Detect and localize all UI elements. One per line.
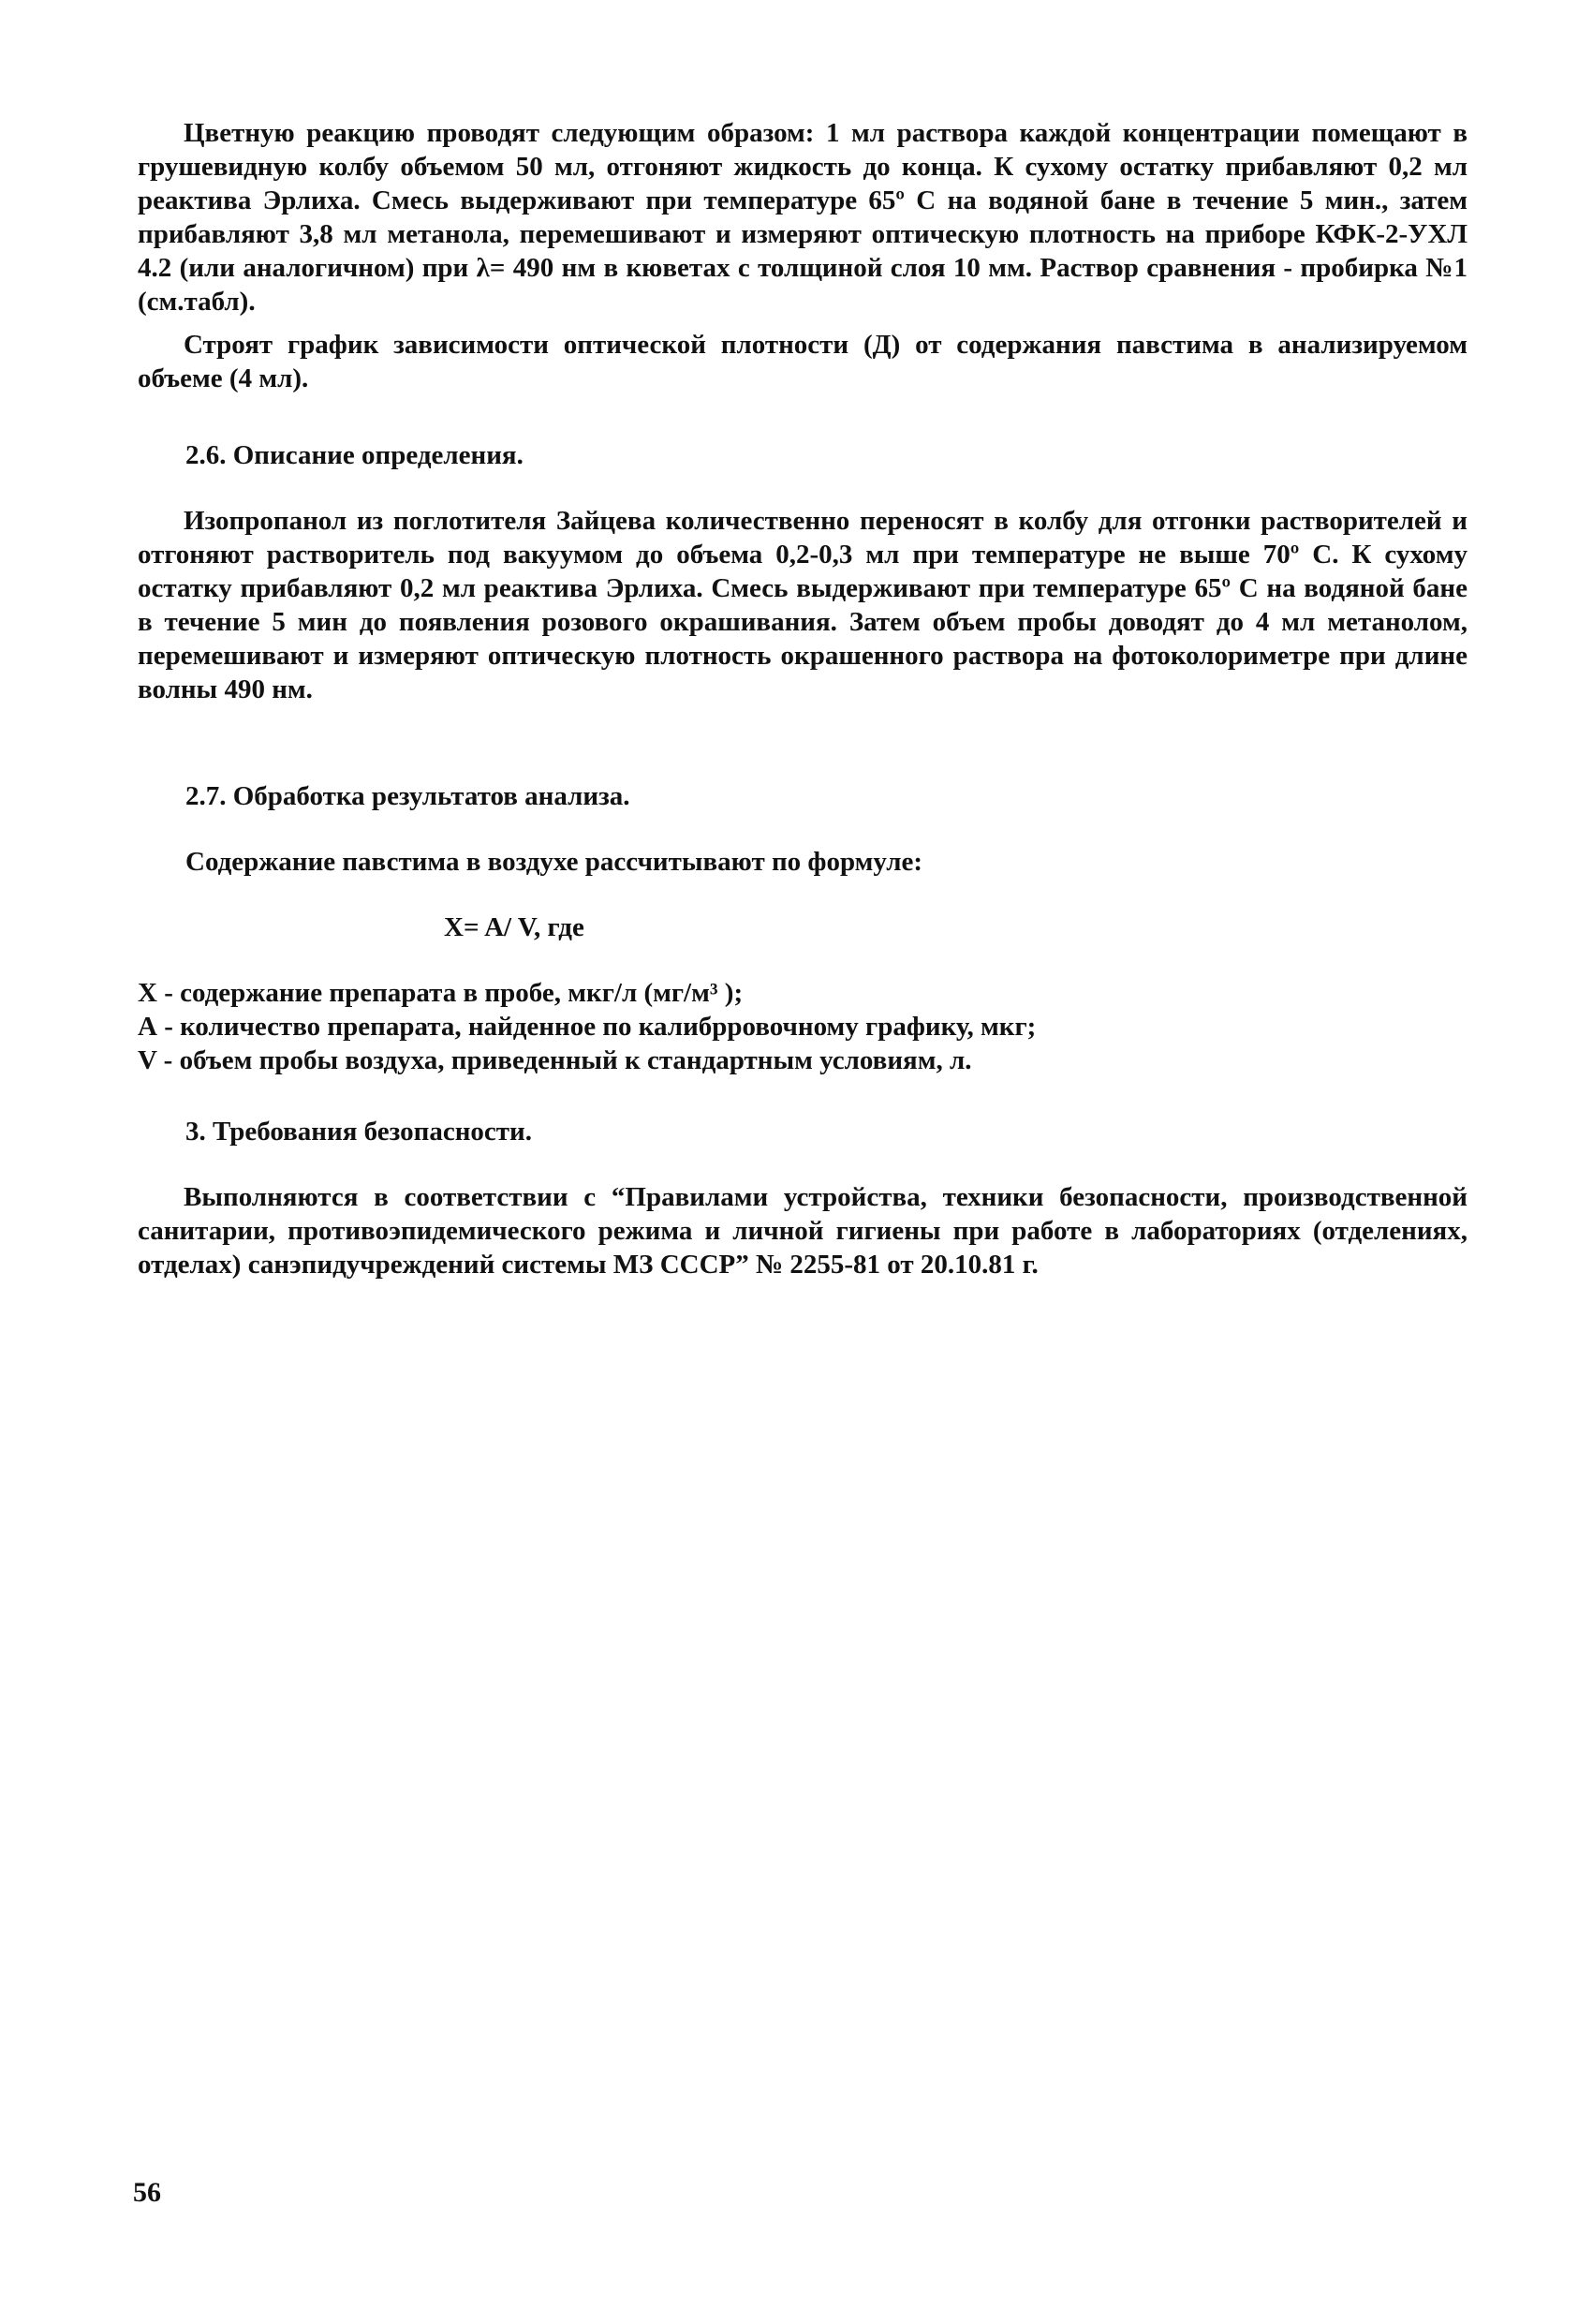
color-reaction-text: Цветную реакцию проводят следующим образом: 1 мл раствора каждой концентрации помещают в грушевидную колбу объемом 50 мл, отгоняют жидкость до конца. К сухому остатку прибавляют 0,2 мл реактива Эрлиха. Смесь выдерживают при температуре 65º С на водяной бане в течение 5 мин., затем прибавляют 3,8 мл метанола, перемешивают и измеряют оптическую плотность на приборе КФК-2-УХЛ 4.2 (или аналогичном) при λ= 490 нм в кюветах с толщиной слоя 10 мм. Раствор сравнения - пробирка №1 (см.табл). (138, 118, 1468, 317)
graph-text: Строят график зависимости оптической плотности (Д) от содержания павстима в анализируемом объеме (4 мл). (138, 330, 1468, 393)
definition-v: V - объем пробы воздуха, приведенный к стандартным условиям, л. (138, 1045, 972, 1075)
definition-a: А - количество препарата, найденное по калибрровочному графику, мкг; (138, 1012, 1037, 1042)
section-2-7-heading: 2.7. Обработка результатов анализа. (185, 781, 630, 811)
graph-paragraph (138, 328, 1468, 395)
section-2-6-text: Изопропанол из поглотителя Зайцева количественно переносят в колбу для отгонки растворителей и отгоняют растворитель под вакуумом до объема 0,2-0,3 мл при температуре не выше 70º С. К сухому остатку прибавляют 0,2 мл реактива Эрлиха. Смесь выдерживают при температуре 65º С на водяной бане в течение 5 мин до появления розового окрашивания. Затем объем пробы доводят до 4 мл метанолом, перемешивают и измеряют оптическую плотность окрашенного раствора на фотоколориметре при длине волны 490 нм. (138, 506, 1468, 704)
page-number: 56 (133, 2177, 161, 2208)
section-3-text: Выполняются в соответствии с “Правилами устройства, техники безопасности, производственной санитарии, противоэпидемического режима и личной гигиены при работе в лабораториях (отделениях, отделах) санэпидучреждений системы МЗ СССР” № 2255-81 от 20.10.81 г. (138, 1182, 1468, 1280)
section-2-6-paragraph (138, 504, 1468, 706)
section-3-heading: 3. Требования безопасности. (185, 1117, 532, 1147)
color-reaction-paragraph (138, 116, 1468, 318)
section-2-7-text: Содержание павстима в воздухе рассчитывают по формуле: (185, 847, 922, 877)
definition-x: X - содержание препарата в пробе, мкг/л (мг/м³ ); (138, 978, 744, 1008)
formula: X= A/ V, где (444, 912, 584, 942)
section-3-paragraph (138, 1180, 1468, 1281)
section-2-6-heading: 2.6. Описание определения. (185, 440, 524, 470)
definitions-list (138, 976, 1468, 1077)
